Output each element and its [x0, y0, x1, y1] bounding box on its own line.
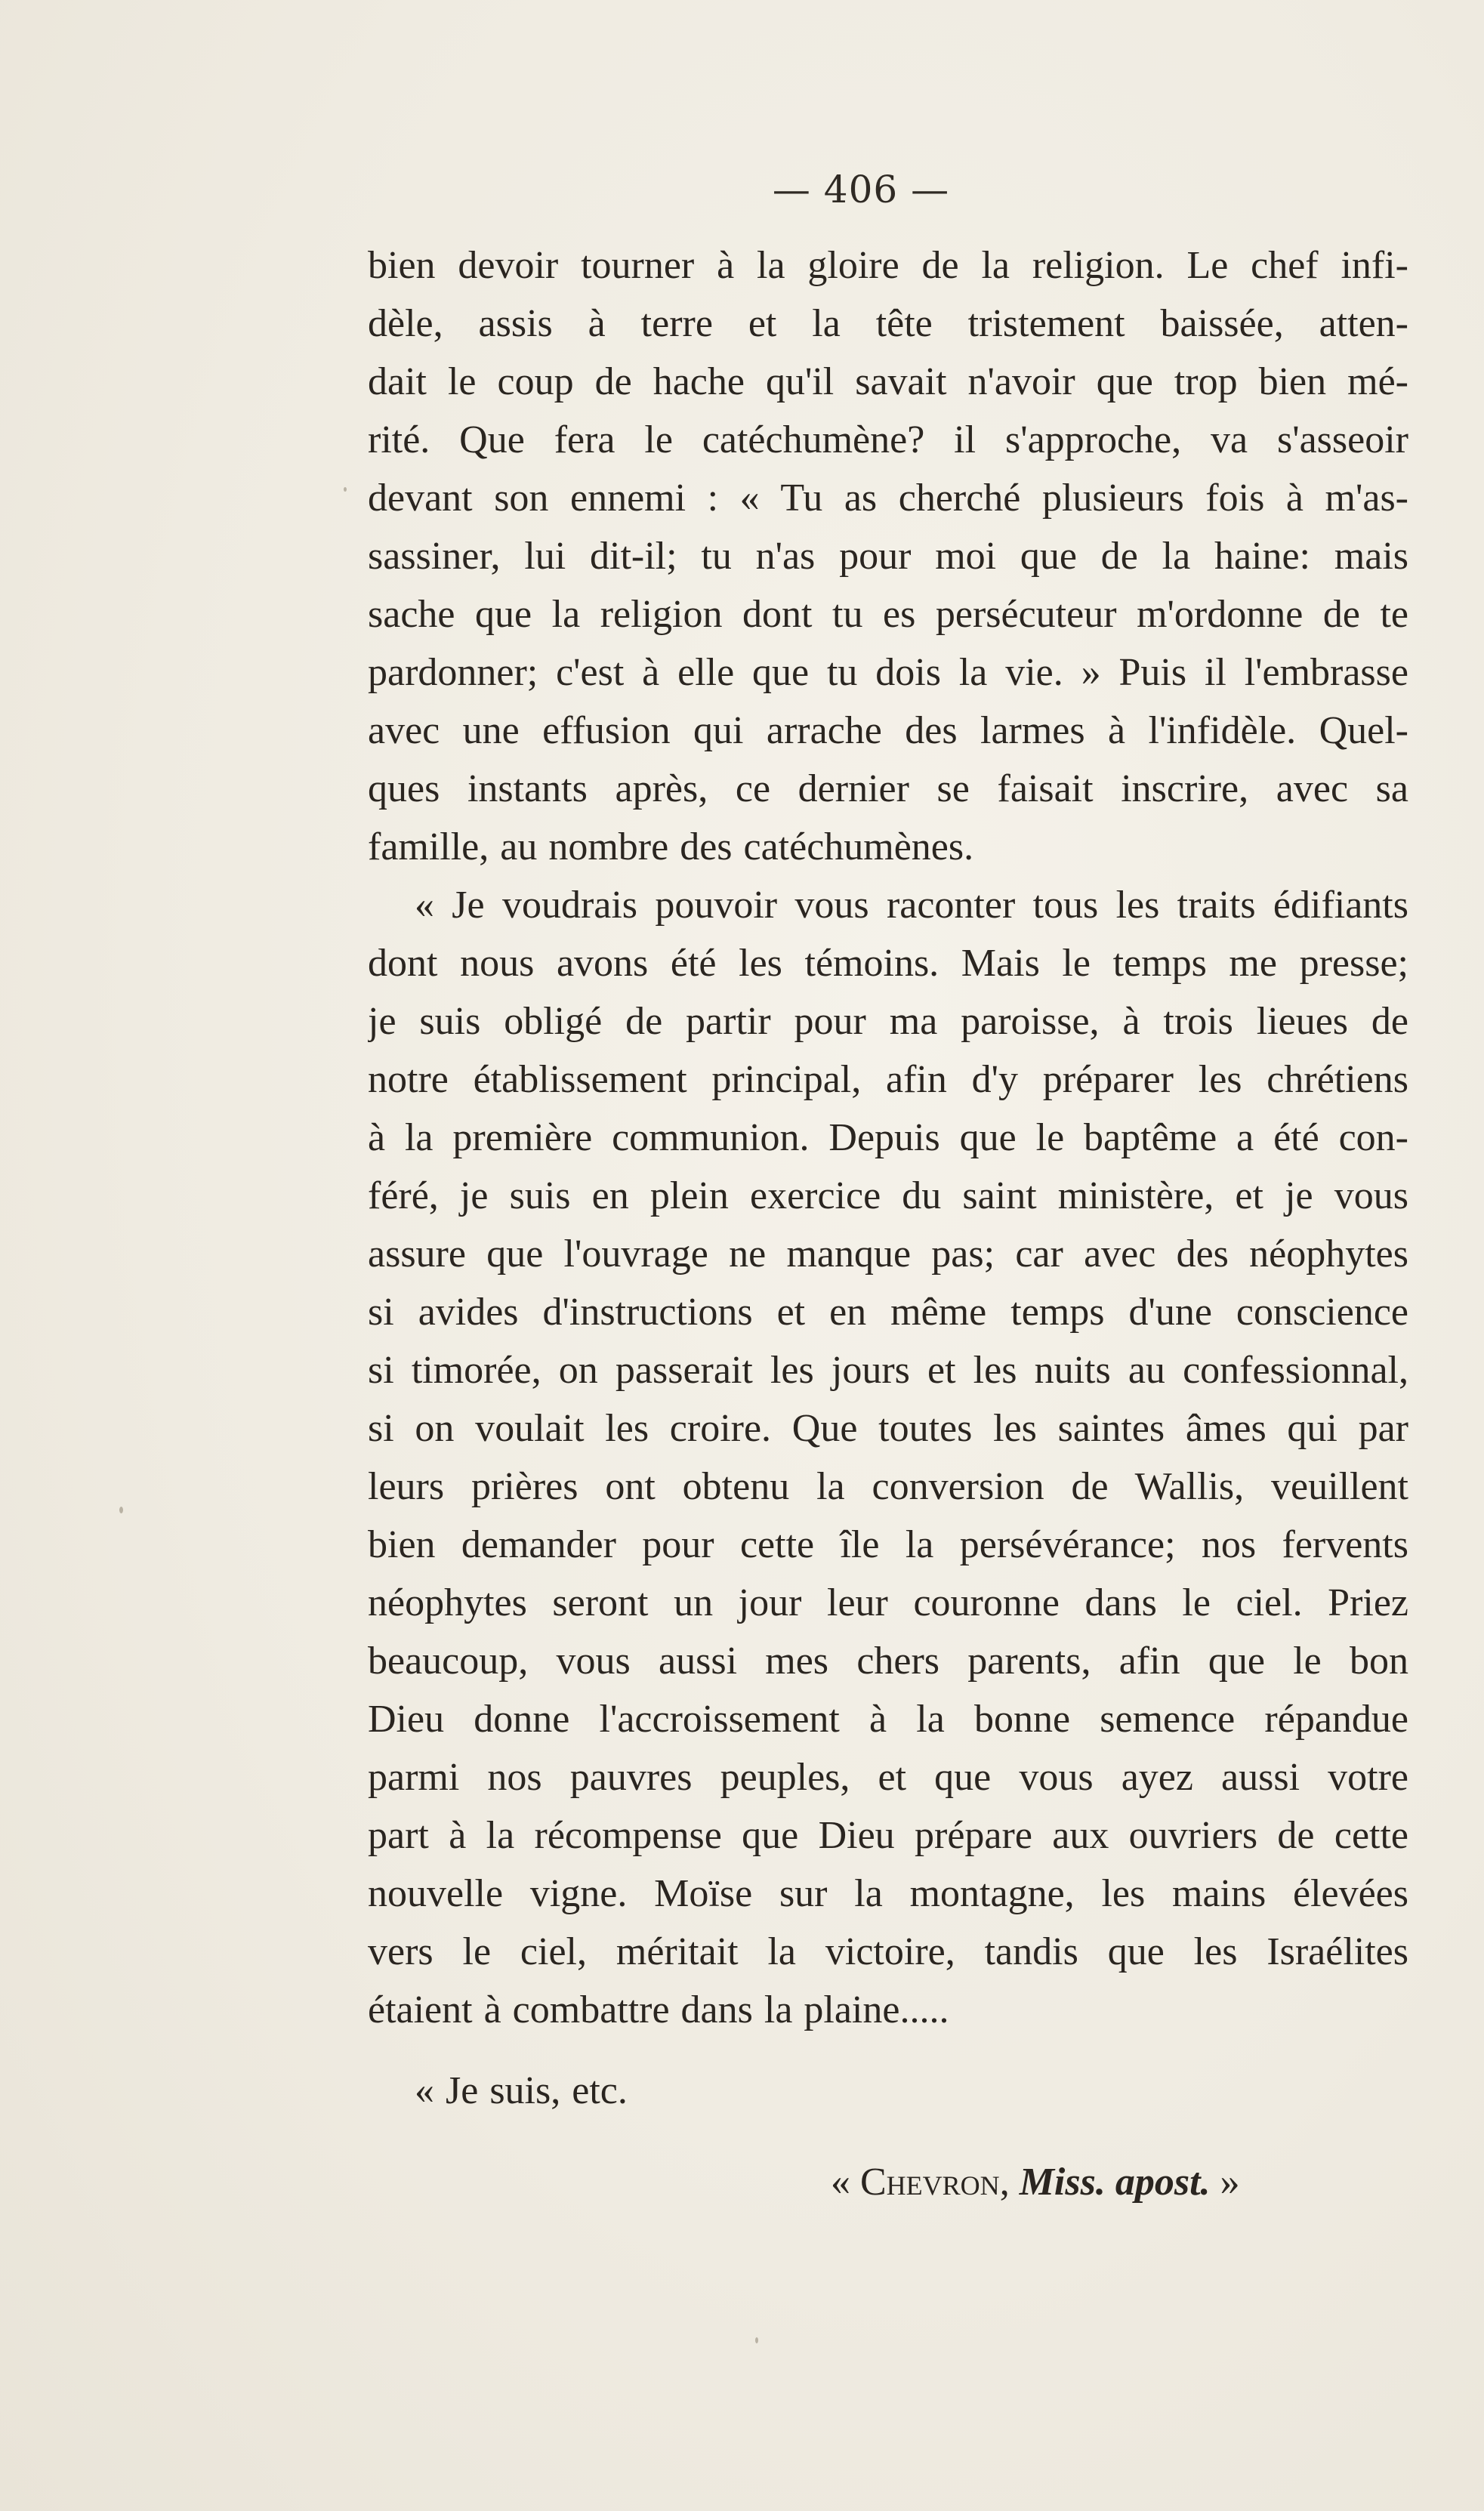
text-line: pardonner; c'est à elle que tu dois la vie. » Puis il l'embrasse [368, 651, 1408, 694]
text-line: assure que l'ouvrage ne manque pas; car avec des néophytes [368, 1232, 1408, 1276]
text-line: Dieu donne l'accroissement à la bonne semence répandue [368, 1698, 1408, 1741]
signature-name: Chevron [860, 2161, 1000, 2204]
text-line: nouvelle vigne. Moïse sur la montagne, les mains élevées [368, 1872, 1408, 1915]
closing-line: « Je suis, etc. [415, 2069, 628, 2112]
signature-open-quote: « [831, 2161, 860, 2204]
text-line: néophytes seront un jour leur couronne dans le ciel. Priez [368, 1581, 1408, 1624]
signature [831, 2160, 1240, 2204]
text-line: famille, au nombre des catéchumènes. [368, 825, 974, 868]
text-line: sache que la religion dont tu es persécuteur m'ordonne de te [368, 593, 1408, 636]
text-line: si timorée, on passerait les jours et les nuits au confessionnal, [368, 1349, 1408, 1392]
text-line: part à la récompense que Dieu prépare aux ouvriers de cette [368, 1814, 1408, 1857]
text-line: dont nous avons été les témoins. Mais le temps me presse; [368, 942, 1408, 985]
text-line: si on voulait les croire. Que toutes les saintes âmes qui par [368, 1407, 1408, 1450]
paragraph-gap [368, 2039, 1408, 2062]
text-line: à la première communion. Depuis que le baptême a été con- [368, 1116, 1408, 1159]
signature-separator: , [999, 2161, 1020, 2204]
text-line: dait le coup de hache qu'il savait n'avoir que trop bien mé- [368, 360, 1408, 403]
text-line: beaucoup, vous aussi mes chers parents, afin que le bon [368, 1640, 1408, 1683]
text-line: dèle, assis à terre et la tête tristement baissée, atten- [368, 302, 1408, 345]
text-line: parmi nos pauvres peuples, et que vous ayez aussi votre [368, 1756, 1408, 1799]
signature-title: Miss. apost. [1019, 2161, 1211, 2204]
page-number: — 406 — [772, 168, 950, 211]
text-line: rité. Que fera le catéchumène? il s'approche, va s'asseoir [368, 418, 1408, 461]
text-line: devant son ennemi : « Tu as cherché plusieurs fois à m'as- [368, 477, 1408, 520]
text-line: « Je voudrais pouvoir vous raconter tous les traits édifiants [415, 884, 1408, 927]
text-line: notre établissement principal, afin d'y préparer les chrétiens [368, 1058, 1408, 1101]
text-line: bien demander pour cette île la persévérance; nos fervents [368, 1523, 1408, 1566]
text-line: ques instants après, ce dernier se faisait inscrire, avec sa [368, 767, 1408, 810]
text-line: si avides d'instructions et en même temps d'une conscience [368, 1291, 1408, 1334]
paper-speck [344, 487, 347, 492]
text-line: je suis obligé de partir pour ma paroisse, à trois lieues de [368, 1000, 1408, 1043]
body-text [368, 236, 1408, 2120]
text-line: avec une effusion qui arrache des larmes à l'infidèle. Quel- [368, 709, 1408, 752]
text-line: bien devoir tourner à la gloire de la religion. Le chef infi- [368, 244, 1408, 287]
text-line: sassiner, lui dit-il; tu n'as pour moi que de la haine: mais [368, 535, 1408, 578]
signature-close-quote: » [1210, 2161, 1240, 2204]
text-line: féré, je suis en plein exercice du saint ministère, et je vous [368, 1174, 1408, 1217]
text-line: vers le ciel, méritait la victoire, tandis que les Israélites [368, 1930, 1408, 1973]
paper-speck [755, 2337, 758, 2343]
paper-speck [119, 1507, 123, 1513]
text-line: leurs prières ont obtenu la conversion de Wallis, veuillent [368, 1465, 1408, 1508]
text-line: étaient à combattre dans la plaine..... [368, 1988, 949, 2031]
